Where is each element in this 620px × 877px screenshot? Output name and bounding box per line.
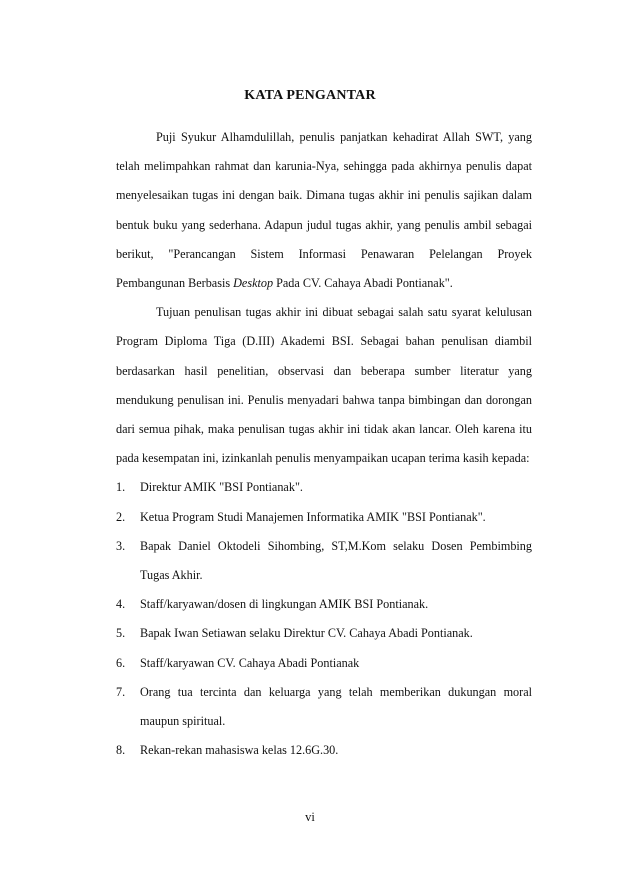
list-number: 2. — [116, 509, 126, 524]
document-body — [116, 123, 532, 765]
list-number: 4. — [116, 597, 126, 612]
list-item — [116, 503, 532, 532]
list-number: 8. — [116, 743, 126, 758]
list-item — [116, 532, 532, 590]
list-text: Ketua Program Studi Manajemen Informatika AMIK "BSI Pontianak". — [140, 509, 486, 524]
list-number: 7. — [116, 684, 126, 699]
list-number: 3. — [116, 538, 126, 553]
intro-text: Puji Syukur Alhamdulillah, penulis panjatkan kehadirat Allah SWT, yang telah melimpahkan rahmat dan karunia-Nya, sehingga pada akhirnya penulis dapat menyelesaikan tugas ini dengan baik. Dimana tugas akhir ini penulis sajikan dalam bentuk buku yang sederhana. Adapun judul tugas akhir, yang penulis ambil sebagai berikut, "Perancangan Sistem Informasi Penawaran Pelelangan Proyek Pembangunan Berbasis — [116, 130, 532, 291]
intro-paragraph — [116, 123, 532, 298]
list-text: Bapak Daniel Oktodeli Sihombing, ST,M.Kom selaku Dosen Pembimbing Tugas Akhir. — [140, 538, 532, 583]
list-item — [116, 619, 532, 648]
page-number: vi — [305, 810, 315, 824]
list-text: Bapak Iwan Setiawan selaku Direktur CV. Cahaya Abadi Pontianak. — [140, 626, 473, 641]
list-text: Rekan-rekan mahasiswa kelas 12.6G.30. — [140, 743, 339, 758]
purpose-paragraph: Tujuan penulisan tugas akhir ini dibuat sebagai salah satu syarat kelulusan Program Diploma Tiga (D.III) Akademi BSI. Sebagai bahan penulisan diambil berdasarkan hasil penelitian, observasi dan beberapa sumber literatur yang mendukung penulisan ini. Penulis menyadari bahwa tanpa bimbingan dan dorongan dari semua pihak, maka penulisan tugas akhir ini tidak akan lancar. Oleh karena itu pada kesempatan ini, izinkanlah penulis menyampaikan ucapan terima kasih kepada: — [116, 305, 532, 466]
list-text: Staff/karyawan/dosen di lingkungan AMIK BSI Pontianak. — [140, 597, 429, 612]
list-item — [116, 678, 532, 736]
list-text: Staff/karyawan CV. Cahaya Abadi Pontianak — [140, 655, 360, 670]
italic-term: Desktop — [233, 276, 274, 291]
list-item — [116, 736, 532, 765]
intro-text-end: Pada CV. Cahaya Abadi Pontianak". — [273, 276, 453, 291]
list-text: Direktur AMIK "BSI Pontianak". — [140, 480, 303, 495]
acknowledgement-list — [116, 473, 532, 765]
list-text: Orang tua tercinta dan keluarga yang telah memberikan dukungan moral maupun spiritual. — [140, 684, 532, 729]
list-number: 1. — [116, 480, 126, 495]
page-title: KATA PENGANTAR — [244, 88, 376, 103]
list-item — [116, 473, 532, 502]
list-item — [116, 649, 532, 678]
list-number: 5. — [116, 626, 126, 641]
list-number: 6. — [116, 655, 126, 670]
list-item — [116, 590, 532, 619]
